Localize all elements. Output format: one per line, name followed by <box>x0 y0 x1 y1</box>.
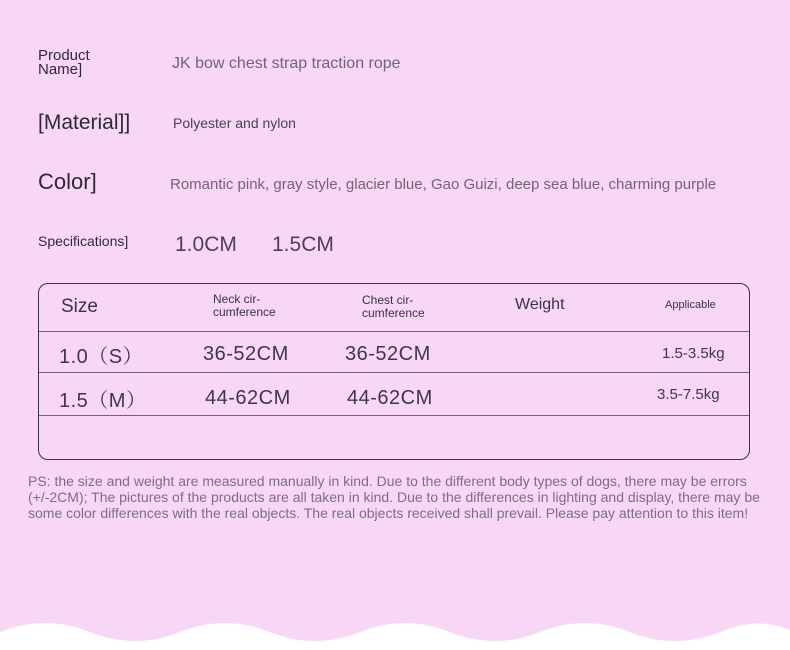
spec-value: 1.0CM <box>175 233 237 256</box>
material-label: [Material]] <box>38 111 131 134</box>
row-size: 1.0（S） <box>59 346 144 368</box>
product-name-value: JK bow chest strap traction rope <box>172 55 401 72</box>
row-applicable: 3.5-7.5kg <box>657 386 720 403</box>
header-chest: Chest cir- cumference <box>362 293 425 320</box>
row-neck: 44-62CM <box>205 387 291 409</box>
table-divider <box>39 331 749 332</box>
wave-decoration <box>0 610 790 650</box>
row-chest: 36-52CM <box>345 343 431 365</box>
table-divider <box>39 415 749 416</box>
row-size: 1.5（M） <box>59 390 147 412</box>
spec-value: 1.5CM <box>272 233 334 256</box>
row-applicable: 1.5-3.5kg <box>662 345 725 362</box>
header-neck: Neck cir- cumference <box>213 292 276 319</box>
row-neck: 36-52CM <box>203 343 289 365</box>
table-divider <box>39 372 749 373</box>
specifications-label: Specifications] <box>38 233 129 249</box>
header-size: Size <box>61 296 98 317</box>
color-value: Romantic pink, gray style, glacier blue, Gao Guizi, deep sea blue, charming purple <box>170 176 717 193</box>
color-label: Color] <box>38 169 97 194</box>
row-chest: 44-62CM <box>347 387 433 409</box>
header-weight: Weight <box>515 296 565 313</box>
size-table <box>38 283 750 460</box>
header-applicable: Applicable <box>665 299 716 311</box>
product-name-label: Product Name] <box>38 47 90 78</box>
material-value: Polyester and nylon <box>173 115 296 131</box>
footnote: PS: the size and weight are measured manually in kind. Due to the different body types of dogs, there may be errors (+/-2CM); The pictures of the products are all taken in kind. Due to the differences in lighting and display, there may be some color differences with the real objects. The real objects received shall prevail. Please pay attention to this item! <box>28 473 760 521</box>
